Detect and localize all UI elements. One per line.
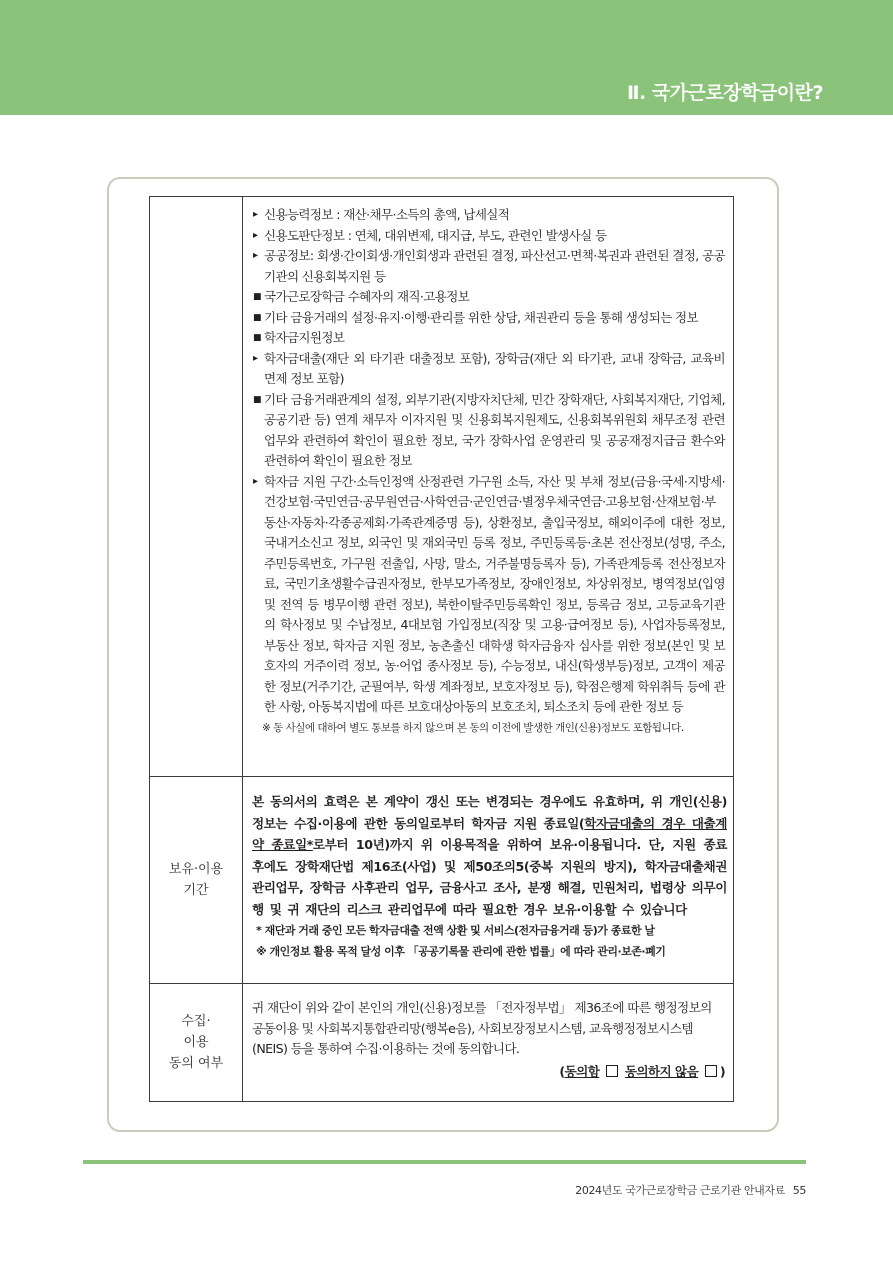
list-item: ■ 학자금지원정보 <box>253 328 725 349</box>
info-items <box>253 205 725 718</box>
retention-period-label: 보유·이용 기간 <box>150 777 243 984</box>
disagree-checkbox[interactable] <box>705 1065 717 1077</box>
list-item: ■ 기타 금융거래의 설정·유지·이행·관리를 위한 상담, 채권관리 등을 통해 생성되는 정보 <box>253 308 725 329</box>
list-item: ▸ 학자금 지원 구간·소득인정액 산정관련 가구원 소득, 자산 및 부채 정보(금융·국세·지방세·건강보험·국민연금·공무원연금·사학연금·군인연금·별정우체국연금·고용보험·산재보험·부동산·자동차·각종공제회·가족관계증명 등), 상환정보, 출입국정보, 해외이주에 대한 정보, 국내거소신고 정보, 외국인 및 재외국민 등록 정보, 주민등록등·초본 전산정보(성명, 주소, 주민등록번호, 가구원 전출입, 사망, 말소, 거주불명등록자 등), 가족관계등록 전산정보자료, 국민기초생활수급권자정보, 한부모가족정보, 장애인정보, 차상위정보, 병역정보(입영 및 전역 등 병무이행 관련 정보), 북한이탈주민등록확인 정보, 등록금 정보, 고등교육기관의 학사정보 및 수납정보, 4대보험 가입정보(직장 및 고용·급여정보 등), 사업자등록정보, 부동산 정보, 학자금 지원 정보, 농촌출신 대학생 학자금융자 심사를 위한 정보(본인 및 보호자의 거주이력 정보, 농·어업 종사정보 등), 수능정보, 내신(학생부등)정보, 고객이 제공한 정보(거주기간, 군필여부, 학생 계좌정보, 보호자정보 등), 학점은행제 학위취득 등에 관한 사항, 아동복지법에 따른 보호대상아동의 보호조치, 퇴소조치 등에 관한 정보 등 <box>253 473 725 714</box>
triangle-bullet-icon: ▸ <box>253 352 258 364</box>
triangle-bullet-icon: ▸ <box>253 229 258 241</box>
chapter-title: Ⅱ. 국가근로장학금이란? <box>626 82 823 104</box>
square-bullet-icon: ■ <box>253 292 261 302</box>
list-item: ▸ 신용능력정보 : 재산·채무·소득의 총액, 납세실적 <box>253 205 725 226</box>
row-label-empty <box>150 197 243 777</box>
header-band <box>0 0 893 115</box>
page-footer <box>575 1182 806 1198</box>
agree-checkbox[interactable] <box>606 1065 618 1077</box>
square-bullet-icon: ■ <box>253 394 261 405</box>
triangle-bullet-icon: ▸ <box>253 475 258 487</box>
consent-choice: (동의함 동의하지 않음 ) <box>559 1063 725 1079</box>
consent-text: 귀 재단이 위와 같이 본인의 개인(신용)정보를 「전자정부법」 제36조에 따른 행정정보의 공동이용 및 사회복지통합관리망(행복e음), 사회보장정보시스템, 교육행정정보시스템(NEIS) 등을 통하여 수집·이용하는 것에 동의합니다. <box>252 1000 712 1056</box>
list-item: ▸ 공공정보: 회생·간이회생·개인회생과 관련된 결정, 파산선고·면책·복권과 관련된 결정, 공공기관의 신용회복지원 등 <box>253 248 725 284</box>
consent-label: 수집· 이용 동의 여부 <box>150 984 243 1102</box>
table-row <box>150 777 734 984</box>
agree-label: 동의함 <box>564 1063 600 1079</box>
retention-note: ※ 개인정보 활용 목적 달성 이후 「공공기록물 관리에 관한 법률」에 따라 관리·보존·폐기 <box>256 945 666 958</box>
list-item: ▸ 신용도판단정보 : 연체, 대위변제, 대지급, 부도, 관련인 발생사실 등 <box>253 226 725 247</box>
footer-doc-title: 2024년도 국가근로장학금 근로기관 안내자료 <box>575 1184 785 1197</box>
footer-rule <box>83 1160 806 1164</box>
retention-period-content <box>243 777 734 984</box>
list-item: ■ 국가근로장학금 수혜자의 재직·고용정보 <box>253 287 725 308</box>
retention-footnote: * 재단과 거래 중인 모든 학자금대출 전액 상환 및 서비스(전자금융거래 등)가 종료한 날 <box>256 924 655 937</box>
collected-info-list <box>243 197 734 777</box>
table-row <box>150 984 734 1102</box>
notice-note: ※ 동 사실에 대하여 별도 통보를 하지 않으며 본 동의 이전에 발생한 개인(신용)정보도 포함됩니다. <box>262 721 684 734</box>
loan-end-date-underlined: 학자금대출의 경우 대출계약 종료일* <box>252 815 728 852</box>
list-item: ■ 기타 금융거래관계의 설정, 외부기관(지방자치단체, 민간 장학재단, 사회복지재단, 기업체, 공공기관 등) 연계 채무자 이자지원 및 신용회복지원제도, 신용회복위원회 채무조정 관련 업무와 관련하여 확인이 필요한 정보, 국가 장학사업 운영관리 및 공공재정지급금 환수와 관련하여 확인이 필요한 정보 <box>253 391 725 468</box>
triangle-bullet-icon: ▸ <box>253 250 258 261</box>
retention-text: 본 동의서의 효력은 본 계약이 갱신 또는 변경되는 경우에도 유효하며, 위 개인(신용)정보는 수집·이용에 관한 동의일로부터 학자금 지원 종료일(학자금대출의 경우 대출계약 종료일*로부터 10년)까지 위 이용목적을 위하여 보유·이용됩니다. 단, 지원 종료 후에도 장학재단법 제16조(사업) 및 제50조의5(중복 지원의 방지), 학자금대출채권 관리업무, 장학금 사후관리 업무, 금융사고 조사, 분쟁 해결, 민원처리, 법령상 의무이행 및 귀 재단의 리스크 관리업무에 따라 필요한 경우 보유·이용할 수 있습니다 <box>252 794 728 917</box>
list-item: ▸ 학자금대출(재단 외 타기관 대출정보 포함), 장학금(재단 외 타기관, 교내 장학금, 교육비 면제 정보 포함) <box>253 350 725 386</box>
square-bullet-icon: ■ <box>253 333 261 343</box>
page-number: 55 <box>792 1184 806 1197</box>
consent-table <box>149 196 734 1102</box>
disagree-label: 동의하지 않음 <box>624 1063 699 1079</box>
square-bullet-icon: ■ <box>253 312 261 323</box>
triangle-bullet-icon: ▸ <box>253 209 258 220</box>
consent-content <box>243 984 734 1102</box>
table-row <box>150 197 734 777</box>
